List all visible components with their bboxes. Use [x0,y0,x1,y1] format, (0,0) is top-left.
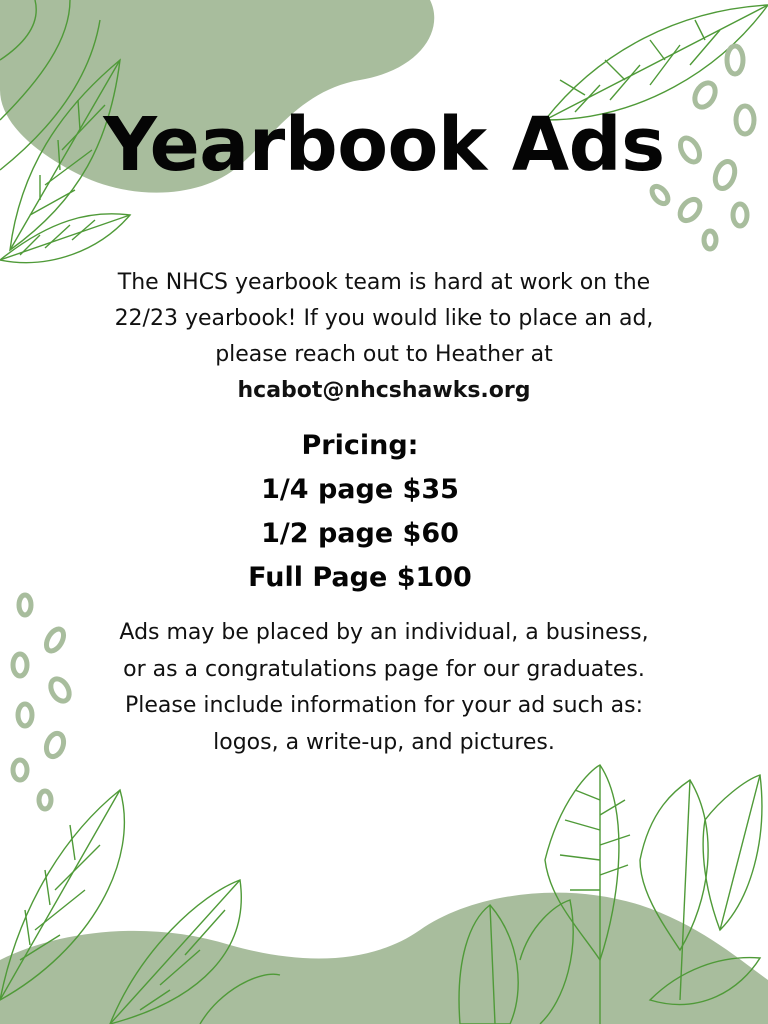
price-quarter-page: 1/4 page $35 [261,474,459,505]
page-title: Yearbook Ads [103,102,665,188]
pricing-block [200,424,520,600]
details-line-1: Ads may be placed by an individual, a business, [119,620,649,645]
details-line-3: Please include information for your ad such as: [125,693,643,718]
price-half-page: 1/2 page $60 [261,518,459,549]
price-full-page: Full Page $100 [248,562,472,593]
left-dots [13,595,73,809]
pricing-heading: Pricing: [301,430,419,461]
intro-paragraph [84,265,684,409]
intro-line-2: 22/23 yearbook! If you would like to place an ad, [114,306,654,331]
contact-email: hcabot@nhcshawks.org [237,378,531,403]
bottom-sage-blob [0,893,768,1024]
intro-line-1: The NHCS yearbook team is hard at work on the [117,270,651,295]
details-line-2: or as a congratulations page for our graduates. [123,656,645,682]
details-paragraph [84,615,684,761]
details-line-4: logos, a write-up, and pictures. [213,729,555,755]
intro-line-3: please reach out to Heather at [215,342,553,367]
